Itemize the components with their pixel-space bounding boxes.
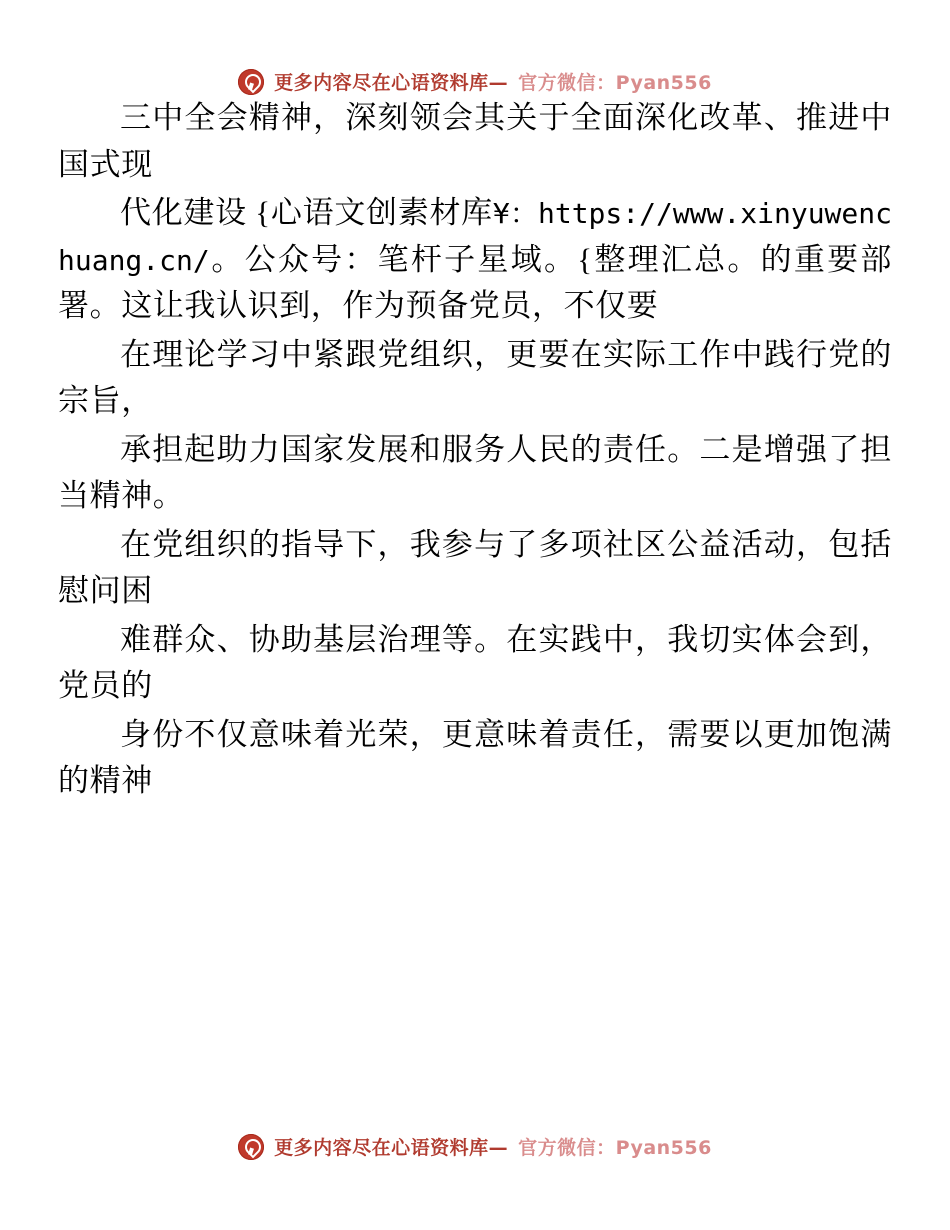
paragraph-6: 难群众、协助基层治理等。在实践中，我切实体会到，党员的 [58, 621, 892, 703]
watermark-sub-text: 官方微信：Pyan556 [518, 72, 712, 94]
paragraph-2-segment-url: ¥：https://www.xinyuwenchuang.cn/ [58, 197, 892, 277]
footer-watermark [0, 1133, 950, 1230]
document-body [0, 95, 950, 1133]
paragraph-4: 承担起助力国家发展和服务人民的责任。二是增强了担当精神。 [58, 431, 892, 513]
watermark-main-text: 更多内容尽在心语资料库— [274, 1137, 509, 1159]
paragraph-3: 在理论学习中紧跟党组织，更要在实际工作中践行党的宗旨， [58, 336, 892, 418]
paragraph-5: 在党组织的指导下，我参与了多项社区公益活动，包括慰问困 [58, 526, 892, 608]
paragraph-2-segment-cn-tail: 。公众号：笔杆子星域。{整理汇总。的重要部署。这让我认识到，作为预备党员，不仅要 [58, 241, 892, 323]
header-watermark [0, 0, 950, 95]
paragraph-2 [58, 190, 892, 330]
paragraph-2-segment-cn-lead: 代化建设 {心语文创素材库 [120, 195, 493, 230]
paragraph-7: 身份不仅意味着光荣，更意味着责任，需要以更加饱满的精神 [58, 716, 892, 798]
paragraph-1: 三中全会精神，深刻领会其关于全面深化改革、推进中国式现 [58, 100, 892, 182]
watermark-sub-text: 官方微信：Pyan556 [518, 1137, 712, 1159]
heart-drop-logo-icon [238, 69, 264, 95]
heart-drop-logo-icon [238, 1134, 264, 1160]
watermark-main-text: 更多内容尽在心语资料库— [274, 72, 509, 94]
